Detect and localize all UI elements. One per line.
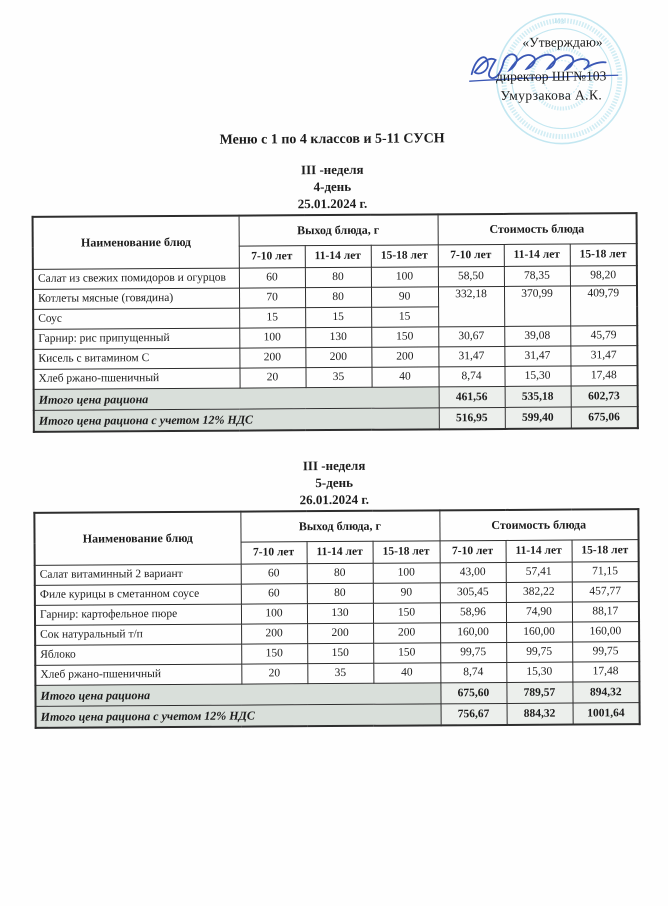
- age-header: 11-14 лет: [305, 245, 371, 267]
- cost-cell: 43,00: [440, 562, 506, 582]
- output-grams-cell: 100: [239, 328, 305, 348]
- output-grams-cell: 15: [239, 308, 305, 328]
- output-grams-cell: 80: [305, 287, 371, 307]
- week-label: III -неделя: [300, 161, 364, 178]
- output-grams-cell: 100: [373, 563, 440, 583]
- table-row: [33, 286, 637, 310]
- output-grams-cell: 90: [371, 287, 438, 307]
- cost-cell: 98,20: [570, 266, 637, 286]
- output-grams-cell: 20: [239, 368, 305, 388]
- total-value-cell: 599,40: [505, 407, 571, 429]
- output-grams-cell: 80: [305, 267, 371, 287]
- cost-cell: 160,00: [440, 622, 506, 642]
- cost-cell: 305,45: [440, 582, 506, 602]
- total-row: [34, 407, 638, 432]
- approval-director-name: Умурзакова А.К.: [500, 87, 603, 103]
- cost-cell: 31,47: [438, 346, 504, 366]
- total-label-cell: Итого цена рациона: [35, 683, 440, 706]
- total-label-cell: Итого цена рациона с учетом 12% НДС: [36, 704, 441, 728]
- output-grams-cell: 200: [305, 347, 371, 367]
- week-label: III -неделя: [302, 457, 366, 474]
- cost-cell: 45,79: [570, 326, 637, 346]
- output-grams-cell: 100: [371, 267, 438, 287]
- age-header: 15-18 лет: [570, 244, 637, 266]
- output-grams-cell: 60: [241, 584, 307, 604]
- approval-quote: «Утверждаю»: [522, 34, 603, 50]
- age-header: 15-18 лет: [371, 245, 438, 267]
- age-header: 7-10 лет: [241, 542, 307, 564]
- cost-cell: 99,75: [572, 642, 639, 662]
- output-grams-cell: 60: [241, 564, 307, 584]
- cost-cell: 31,47: [570, 346, 637, 366]
- total-value-cell: 535,18: [505, 386, 571, 407]
- dish-name-cell: Сок натуральный т/п: [35, 624, 241, 645]
- cost-cell: 58,96: [440, 602, 506, 622]
- total-value-cell: 884,32: [507, 703, 573, 725]
- total-label-cell: Итого цена рациона с учетом 12% НДС: [34, 408, 439, 432]
- output-grams-cell: 200: [239, 348, 305, 368]
- cost-cell: 160,00: [506, 622, 572, 642]
- dish-name-cell: Соус: [33, 308, 239, 329]
- output-grams-cell: 20: [241, 664, 307, 684]
- cost-cell: 457,77: [572, 582, 639, 602]
- total-row: [36, 703, 640, 728]
- output-grams-cell: 40: [373, 663, 440, 683]
- column-group-cost: Стоимость блюда: [439, 509, 638, 541]
- stamp-number-text: 103: [553, 16, 565, 27]
- cost-cell: 8,74: [440, 662, 506, 682]
- total-value-cell: 675,06: [571, 407, 638, 429]
- total-value-cell: 894,32: [572, 682, 639, 703]
- total-value-cell: 789,57: [506, 682, 572, 703]
- column-group-cost: Стоимость блюда: [438, 213, 637, 245]
- age-header: 15-18 лет: [572, 540, 639, 562]
- age-header: 7-10 лет: [438, 244, 504, 266]
- cost-cell: 370,99: [504, 286, 570, 326]
- menu-table-day-4: [32, 212, 639, 433]
- output-grams-cell: 80: [307, 563, 373, 583]
- cost-cell: 15,30: [506, 662, 572, 682]
- cost-cell: 99,75: [440, 642, 506, 662]
- cost-cell: 15,30: [504, 366, 570, 386]
- dish-name-cell: Салат витаминный 2 вариант: [35, 564, 241, 585]
- total-value-cell: 1001,64: [573, 703, 640, 725]
- output-grams-cell: 200: [373, 623, 440, 643]
- dish-name-cell: Котлеты мясные (говядина): [33, 288, 239, 309]
- section-2-heading: [0, 455, 668, 510]
- total-value-cell: 675,60: [440, 682, 506, 703]
- cost-cell: 382,22: [506, 582, 572, 602]
- cost-cell: 58,50: [438, 266, 504, 286]
- cost-cell: 88,17: [572, 602, 639, 622]
- cost-cell: 160,00: [572, 622, 639, 642]
- age-header: 7-10 лет: [440, 540, 506, 562]
- output-grams-cell: 40: [371, 367, 438, 387]
- cost-cell: 99,75: [506, 642, 572, 662]
- cost-cell: 17,48: [570, 366, 637, 386]
- output-grams-cell: 60: [239, 268, 305, 288]
- dish-name-cell: Гарнир: рис припущенный: [33, 328, 239, 349]
- cost-cell: 78,35: [504, 266, 570, 286]
- dish-name-cell: Филе курицы в сметанном соусе: [35, 584, 241, 605]
- dish-name-cell: Хлеб ржано-пшеничный: [33, 368, 239, 389]
- dish-name-cell: Кисель с витамином С: [33, 348, 239, 369]
- column-group-output: Выход блюда, г: [239, 214, 438, 246]
- column-group-output: Выход блюда, г: [240, 510, 439, 542]
- date-label: 25.01.2024 г.: [297, 195, 368, 212]
- output-grams-cell: 15: [371, 307, 438, 327]
- dish-name-cell: Хлеб ржано-пшеничный: [35, 664, 241, 685]
- output-grams-cell: 150: [373, 643, 440, 663]
- age-header: 11-14 лет: [506, 540, 572, 562]
- column-header-dish-name: Наименование блюд: [33, 216, 239, 270]
- output-grams-cell: 130: [307, 603, 373, 623]
- age-header: 11-14 лет: [504, 244, 570, 266]
- age-header: 11-14 лет: [307, 541, 373, 563]
- output-grams-cell: 200: [371, 347, 438, 367]
- cost-cell: 39,08: [504, 326, 570, 346]
- output-grams-cell: 150: [373, 603, 440, 623]
- dish-name-cell: Гарнир: картофельное пюре: [35, 604, 241, 625]
- output-grams-cell: 15: [305, 307, 371, 327]
- output-grams-cell: 150: [307, 643, 373, 663]
- total-value-cell: 756,67: [441, 703, 507, 725]
- menu-table-day-5: [33, 508, 640, 729]
- cost-cell: 409,79: [570, 286, 637, 326]
- table-header-group-row: [33, 213, 637, 247]
- cost-cell: 17,48: [572, 662, 639, 682]
- cost-cell: 57,41: [506, 562, 572, 582]
- output-grams-cell: 150: [371, 327, 438, 347]
- approval-director-line: директор ШГ№103: [495, 68, 607, 85]
- output-grams-cell: 150: [241, 644, 307, 664]
- cost-cell: 8,74: [438, 366, 504, 386]
- output-grams-cell: 35: [307, 663, 373, 683]
- day-label: 5-день: [315, 474, 353, 491]
- table-header-group-row: [34, 509, 638, 543]
- output-grams-cell: 35: [305, 367, 371, 387]
- day-label: 4-день: [313, 178, 352, 195]
- total-value-cell: 602,73: [571, 386, 638, 407]
- output-grams-cell: 200: [307, 623, 373, 643]
- cost-cell: 74,90: [506, 602, 572, 622]
- document-title: Меню с 1 по 4 классов и 5-11 СУСН: [219, 131, 445, 148]
- total-value-cell: 516,95: [439, 407, 505, 429]
- section-1-heading: [0, 159, 667, 214]
- output-grams-cell: 70: [239, 288, 305, 308]
- age-header: 15-18 лет: [373, 541, 440, 563]
- output-grams-cell: 200: [241, 624, 307, 644]
- total-value-cell: 461,56: [439, 386, 505, 407]
- output-grams-cell: 80: [307, 583, 373, 603]
- output-grams-cell: 130: [305, 327, 371, 347]
- total-label-cell: Итого цена рациона: [34, 387, 439, 410]
- dish-name-cell: Яблоко: [35, 644, 241, 665]
- column-header-dish-name: Наименование блюд: [34, 512, 240, 566]
- output-grams-cell: 90: [373, 583, 440, 603]
- cost-cell: 71,15: [572, 562, 639, 582]
- cost-cell: 30,67: [438, 326, 504, 346]
- cost-cell: 332,18: [438, 286, 504, 326]
- cost-cell: 31,47: [504, 346, 570, 366]
- dish-name-cell: Салат из свежих помидоров и огурцов: [33, 268, 239, 289]
- age-header: 7-10 лет: [239, 246, 305, 268]
- output-grams-cell: 100: [241, 604, 307, 624]
- date-label: 26.01.2024 г.: [299, 491, 370, 508]
